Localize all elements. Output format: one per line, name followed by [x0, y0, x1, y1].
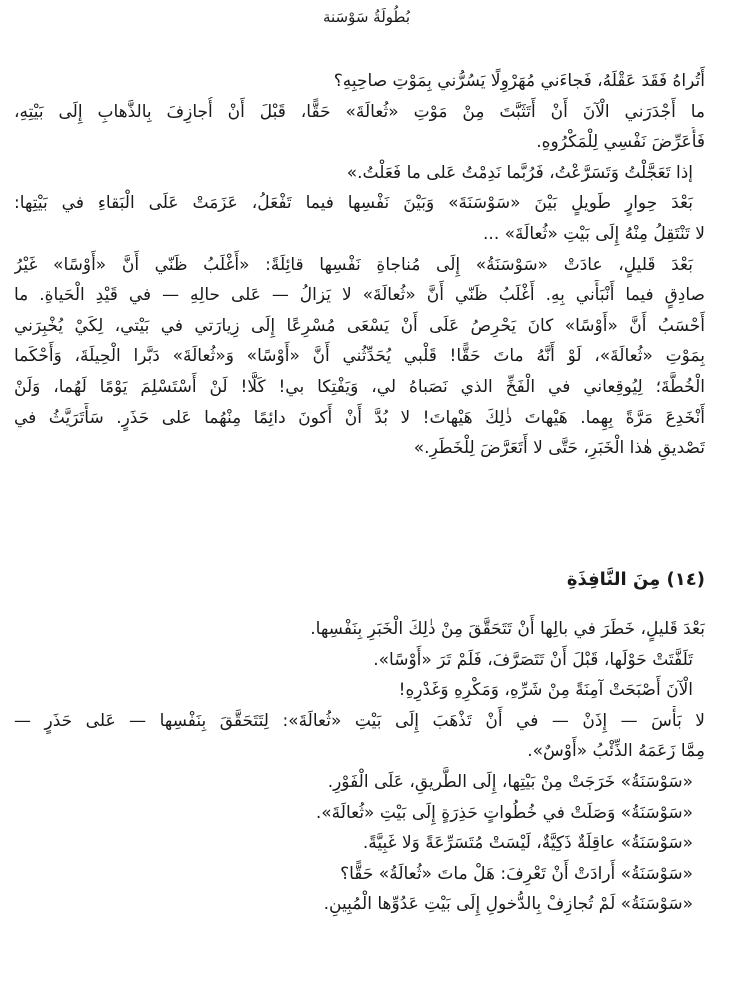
text-line: «سَوْسَنَةُ» أَرادَتْ أَنْ تَعْرِفَ: هَلْ ماتَ «ثُعالَةُ» حَقًّا؟ — [340, 863, 693, 884]
text-line: أَحْسَبُ أَنَّ «أَوْسًا» كانَ يَحْرِصُ عَلَى أَنْ يَسْعَى مُسْرِعًا إِلَى زِيارَتي في بَيْتي، لِكَيْ يُخْبِرَني — [14, 315, 705, 336]
text-line: بِمَوْتِ «ثُعالَةَ»، لَوْ أَنَّهُ ماتَ حَقًّا! قَلْبي يُحَدِّثُني أَنَّ «أَوْسًا» وَ«ثُعالَةَ» دَبَّرا الْحِيلَةَ، وَأَحْكَما — [14, 346, 705, 367]
text-line: «سَوْسَنَةُ» وَصَلَتْ في خُطُواتٍ حَذِرَةٍ إِلَى بَيْتِ «ثُعالَةَ». — [315, 802, 693, 823]
text-line: بَعْدَ حِوارٍ طَويلٍ بَيْنَ «سَوْسَنَةَ» وَبَيْنَ نَفْسِها فيما تَفْعَلُ، عَزَمَتْ عَلَى الْبَقاءِ في بَيْتِها: — [14, 193, 693, 214]
text-line: أَتُراهُ فَقَدَ عَقْلَهُ، فَجاءَني مُهَرْوِلًا يَسُرُّني بِمَوْتِ صاحِبِهِ؟ — [333, 71, 705, 91]
text-line: «سَوْسَنَةُ» عاقِلَةٌ ذَكِيَّةٌ، لَيْسَتْ مُتَسَرِّعَةً وَلا غَبِيَّةً. — [362, 833, 693, 854]
text-line: ما أَجْدَرَني الْآنَ أَنْ أَتَثَبَّتَ مِنْ مَوْتِ «ثُعالَةَ» حَقًّا، قَبْلَ أَنْ أُجازِفَ بِالذَّهابِ إِلَى بَيْتِهِ، — [14, 101, 705, 122]
text-line: فَأُعَرِّضَ نَفْسِي لِلْمَكْرُوهِ. — [536, 132, 705, 153]
section-heading: (١٤) مِنَ النَّافِذَةِ — [566, 569, 705, 590]
story-section-1 — [14, 66, 705, 464]
text-line: أَنْخَدِعَ مَرَّةً بِهِما. هَيْهاتَ ذٰلِكَ هَيْهاتَ! لا بُدَّ أَنْ أَكونَ دائِمًا مِنْهُما عَلى حَذَرٍ. سَأَتَرَيَّثُ في — [14, 407, 705, 428]
text-line: لا بَأْسَ — إِذَنْ — في أَنْ تَذْهَبَ إِلَى بَيْتِ «ثُعالَةَ»: لِتَتَحَقَّقَ بِنَفْسِها — عَلى حَذَرٍ — — [14, 710, 705, 731]
text-line: «سَوْسَنَةُ» خَرَجَتْ مِنْ بَيْتِها، إِلَى الطَّريقِ، عَلَى الْفَوْرِ. — [327, 771, 693, 792]
text-line: بَعْدَ قَليلٍ، عادَتْ «سَوْسَنَةُ» إِلَى مُناجاةِ نَفْسِها قائِلَةً: «أَغْلَبُ ظَنّي أَنَّ «أَوْسًا» غَيْرُ — [14, 254, 693, 275]
text-line: مِمَّا زَعَمَهُ الذِّئْبُ «أَوْسٌ». — [527, 741, 705, 762]
text-line: بَعْدَ قَليلٍ، خَطَرَ في بالِها أَنْ تَتَحَقَّقَ مِنْ ذٰلِكَ الْخَبَرِ بِنَفْسِها. — [310, 619, 705, 639]
text-line: صادِقٍ فيما أَنْبَأَني بِهِ. أَغْلَبُ ظَنّي أَنَّ «ثُعالَةَ» لا يَزالُ — عَلى حالِهِ — في قَيْدِ الْحَياةِ. ما — [14, 285, 705, 306]
text-line: إذا تَعَجَّلْتُ وَتَسَرَّعْتُ، فَرُبَّما نَدِمْتُ عَلى ما فَعَلْتُ.» — [346, 162, 693, 183]
text-line: تَصْديقِ هٰذا الْخَبَرِ، حَتَّى لا أَتَعَرَّضَ لِلْخَطَرِ.» — [413, 438, 705, 459]
running-title: بُطُولَةُ سَوْسَنة — [322, 8, 411, 26]
text-line: لا تَنْتَقِلُ مِنْهُ إِلَى بَيْتِ «ثُعالَةَ» ... — [483, 223, 705, 244]
text-line: الْآنَ أَصْبَحَتْ آمِنَةً مِنْ شَرِّهِ، وَمَكْرِهِ وَغَدْرِهِ! — [398, 680, 693, 701]
story-section-2 — [14, 614, 705, 920]
text-line: تَلَفَّتَتْ حَوْلَها، قَبْلَ أَنْ تَتَصَرَّفَ، فَلَمْ تَرَ «أَوْسًا». — [373, 649, 693, 670]
text-line: الْخُطَّةَ؛ لِيُوقِعاني في الْفَخِّ الذي نَصَباهُ لي، وَيَفْتِكا بي! كَلَّا! لَنْ أَسْتَسْلِمَ يَوْمًا لَهُما، وَلَنْ — [14, 376, 705, 397]
text-line: «سَوْسَنَةُ» لَمْ تُجازِفْ بِالدُّخولِ إِلَى بَيْتِ عَدُوِّها الْمُبِينِ. — [323, 894, 693, 915]
